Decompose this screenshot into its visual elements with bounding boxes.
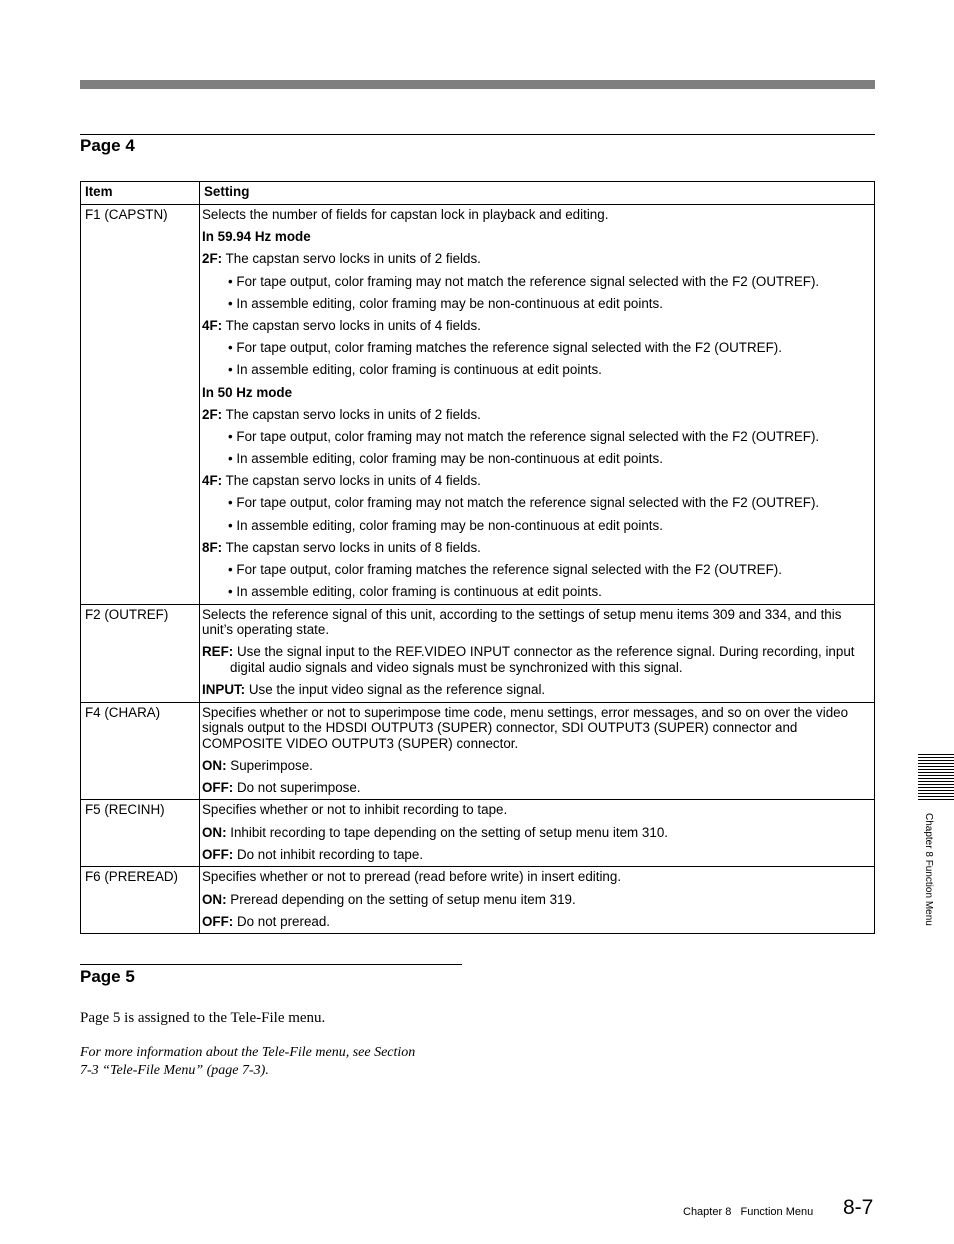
column-header-item: Item	[81, 182, 200, 205]
option-key: ON:	[202, 824, 227, 840]
bullet-item: • In assemble editing, color framing is continuous at edit points.	[228, 362, 602, 378]
setting-f5	[200, 800, 875, 867]
option-text: Do not preread.	[233, 913, 331, 929]
setting-f2	[200, 604, 875, 702]
option-text: The capstan servo locks in units of 2 fields.	[222, 406, 481, 422]
option-text: The capstan servo locks in units of 2 fields.	[222, 251, 481, 267]
header-bar	[80, 80, 875, 89]
option-line	[202, 780, 870, 796]
setting-text: Specifies whether or not to superimpose time code, menu settings, error messages, and so on over the video signals output to the HDSDI OUTPUT3 (SUPER) connector, SDI OUTPUT3 (SUPER) connector and COMPOSITE VIDEO OUTPUT3 (SUPER) connector.	[202, 704, 849, 751]
page5-body: Page 5 is assigned to the Tele-File menu.	[80, 1010, 326, 1026]
option-line	[202, 407, 870, 423]
mode-heading: In 50 Hz mode	[202, 384, 293, 400]
item-f6: F6 (PREREAD)	[81, 867, 200, 934]
page4-rule	[80, 134, 875, 135]
option-line	[202, 644, 870, 675]
option-text: The capstan servo locks in units of 4 fields.	[222, 317, 481, 333]
table-row-f4	[81, 702, 875, 800]
item-f4: F4 (CHARA)	[81, 702, 200, 800]
bullet-item: • For tape output, color framing may not match the reference signal selected with the F2 (OUTREF).	[228, 273, 820, 289]
setting-text: Specifies whether or not to preread (read before write) in insert editing.	[202, 869, 622, 885]
option-line	[202, 758, 870, 774]
option-text: Do not inhibit recording to tape.	[233, 846, 424, 862]
column-header-setting: Setting	[200, 182, 875, 205]
bullet-item: • For tape output, color framing matches the reference signal selected with the F2 (OUTREF).	[228, 562, 782, 577]
option-key: REF:	[202, 644, 234, 660]
page5-note	[80, 1044, 480, 1080]
setting-f4	[200, 702, 875, 800]
option-line	[202, 682, 870, 698]
item-f1: F1 (CAPSTN)	[81, 205, 200, 605]
option-line	[202, 825, 870, 841]
option-key: INPUT:	[202, 682, 246, 698]
option-key: 2F:	[202, 406, 223, 422]
option-line	[202, 540, 870, 556]
mode-heading: In 59.94 Hz mode	[202, 229, 311, 245]
table-header-row	[81, 182, 875, 205]
option-text: Inhibit recording to tape depending on the setting of setup menu item 310.	[226, 824, 668, 840]
option-text: The capstan servo locks in units of 4 fields.	[222, 473, 481, 489]
option-key: ON:	[202, 891, 227, 907]
option-line	[202, 251, 870, 267]
setting-f1	[200, 205, 875, 605]
page5-heading: Page 5	[80, 967, 135, 986]
option-line	[202, 847, 870, 863]
option-line	[202, 914, 870, 930]
bullet-item: • For tape output, color framing may not match the reference signal selected with the F2 (OUTREF).	[228, 428, 820, 444]
table-row-f5	[81, 800, 875, 867]
page4-heading: Page 4	[80, 136, 135, 155]
bullet-item: • For tape output, color framing may not match the reference signal selected with the F2 (OUTREF).	[228, 495, 820, 511]
chapter-tab-marker	[918, 754, 954, 802]
bullet-item: • In assemble editing, color framing may be non-continuous at edit points.	[228, 295, 663, 311]
option-key: ON:	[202, 757, 227, 773]
table-row-f6	[81, 867, 875, 934]
option-line	[202, 318, 870, 334]
option-text: Do not superimpose.	[233, 779, 361, 795]
option-text: Use the signal input to the REF.VIDEO INPUT connector as the reference signal. During recording, input digital audio signals and video signals must be synchronized with this signal.	[230, 644, 855, 675]
page-number: 8-7	[843, 1196, 874, 1219]
settings-table	[80, 181, 875, 934]
option-key: 4F:	[202, 473, 223, 489]
option-key: 4F:	[202, 317, 223, 333]
option-text: Superimpose.	[226, 757, 313, 773]
bullet-item: • For tape output, color framing matches the reference signal selected with the F2 (OUTREF).	[228, 340, 782, 356]
note-line: For more information about the Tele-File menu, see Section	[80, 1045, 416, 1060]
option-line	[202, 473, 870, 489]
option-text: The capstan servo locks in units of 8 fields.	[222, 539, 481, 555]
setting-text: Specifies whether or not to inhibit recording to tape.	[202, 802, 508, 818]
setting-text: Selects the reference signal of this unit, according to the settings of setup menu items 309 and 334, and this unit’s operating state.	[202, 606, 842, 638]
setting-text: Selects the number of fields for capstan lock in playback and editing.	[202, 207, 609, 222]
option-key: OFF:	[202, 913, 234, 929]
option-key: OFF:	[202, 846, 234, 862]
table-row-f2	[81, 604, 875, 702]
bullet-item: • In assemble editing, color framing is continuous at edit points.	[228, 584, 602, 600]
option-text: Preread depending on the setting of setup menu item 319.	[226, 891, 576, 907]
footer-chapter: Chapter 8 Function Menu	[683, 1206, 814, 1218]
option-key: 8F:	[202, 539, 223, 555]
option-key: 2F:	[202, 251, 223, 267]
option-text: Use the input video signal as the reference signal.	[245, 682, 546, 698]
option-key: OFF:	[202, 779, 234, 795]
bullet-item: • In assemble editing, color framing may be non-continuous at edit points.	[228, 517, 663, 533]
note-line: 7-3 “Tele-File Menu” (page 7-3).	[80, 1063, 269, 1078]
bullet-item: • In assemble editing, color framing may be non-continuous at edit points.	[228, 451, 663, 467]
item-f5: F5 (RECINH)	[81, 800, 200, 867]
table-row-f1	[81, 205, 875, 605]
item-f2: F2 (OUTREF)	[81, 604, 200, 702]
setting-f6	[200, 867, 875, 934]
side-chapter-label: Chapter 8 Function Menu	[923, 813, 934, 926]
option-line	[202, 892, 870, 908]
page5-rule	[80, 964, 462, 965]
